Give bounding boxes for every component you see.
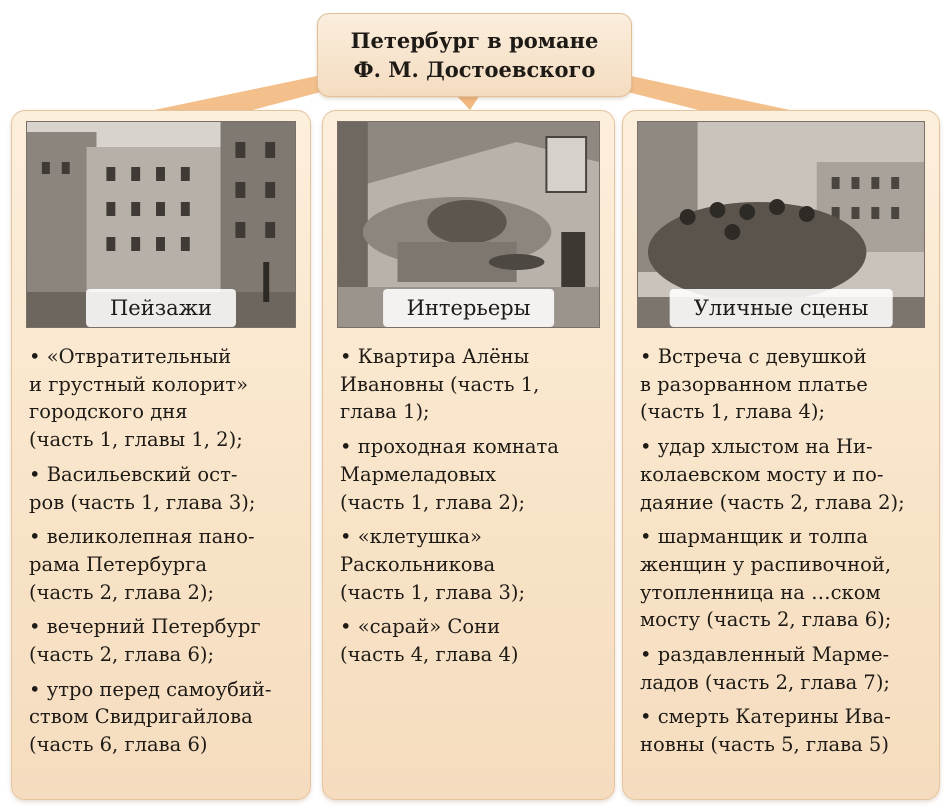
title-line-2: Ф. М. Достоевского — [353, 57, 596, 82]
bullet: • — [340, 435, 352, 459]
title-line-1: Петербург в романе — [350, 28, 599, 53]
diagram-title — [317, 13, 632, 97]
caption-interiors: Интерьеры — [383, 289, 555, 327]
street-crowd-illustration — [637, 121, 925, 328]
list-street-scenes — [640, 343, 933, 766]
card-street-scenes — [622, 110, 940, 800]
bullet: • — [340, 345, 352, 368]
list-interiors — [340, 343, 608, 676]
list-item: • шарманщик и толпа женщин у распивочной, утопленница на …ском мосту (часть 2, глава 6); — [640, 525, 892, 632]
bullet: • — [640, 525, 652, 549]
bullet: • — [29, 462, 41, 486]
card-landscapes — [11, 110, 311, 800]
bullet: • — [340, 615, 352, 639]
list-item: • «Отвратительный и грустный колорит» городского дня (часть 1, главы 1, 2); — [29, 345, 249, 452]
bullet: • — [640, 345, 652, 368]
list-item: • удар хлыстом на Ни- колаевском мосту и по- даяние (часть 2, глава 2); — [640, 435, 905, 514]
caption-landscapes: Пейзажи — [86, 289, 236, 327]
list-item: • раздавленный Марме- ладов (часть 2, глава 7); — [640, 643, 891, 694]
list-item: • вечерний Петербург (часть 2, глава 6); — [29, 615, 261, 667]
list-item: • «сарай» Сони (часть 4, глава 4) — [340, 615, 519, 667]
list-item: • Квартира Алёны Ивановны (часть 1, глава 1); — [340, 345, 540, 424]
list-item: • смерть Катерины Ива- новны (часть 5, глава 5) — [640, 705, 891, 757]
list-item: • проходная комната Мармеладовых (часть 1, глава 2); — [340, 435, 559, 514]
bullet: • — [29, 615, 41, 639]
courtyard-illustration — [26, 121, 296, 328]
bullet: • — [29, 345, 41, 368]
list-landscapes — [29, 343, 304, 766]
card-interiors — [322, 110, 615, 800]
bullet: • — [640, 435, 652, 459]
bullet: • — [29, 525, 41, 549]
bullet: • — [340, 525, 352, 549]
caption-street-scenes: Уличные сцены — [670, 289, 893, 327]
list-item: • великолепная пано- рама Петербурга (часть 2, глава 2); — [29, 525, 255, 604]
bullet: • — [29, 677, 41, 701]
list-item: • утро перед самоубий- ством Свидригайлова (часть 6, глава 6) — [29, 677, 272, 757]
list-item: • Васильевский ост- ров (часть 1, глава 3); — [29, 462, 256, 514]
bullet: • — [640, 643, 652, 667]
list-item: • «клетушка» Раскольникова (часть 1, глава 3); — [340, 525, 526, 604]
garret-room-illustration — [337, 121, 600, 328]
connector-center — [456, 95, 480, 110]
bullet: • — [640, 705, 652, 729]
list-item: • Встреча с девушкой в разорванном платье (часть 1, глава 4); — [640, 345, 868, 424]
